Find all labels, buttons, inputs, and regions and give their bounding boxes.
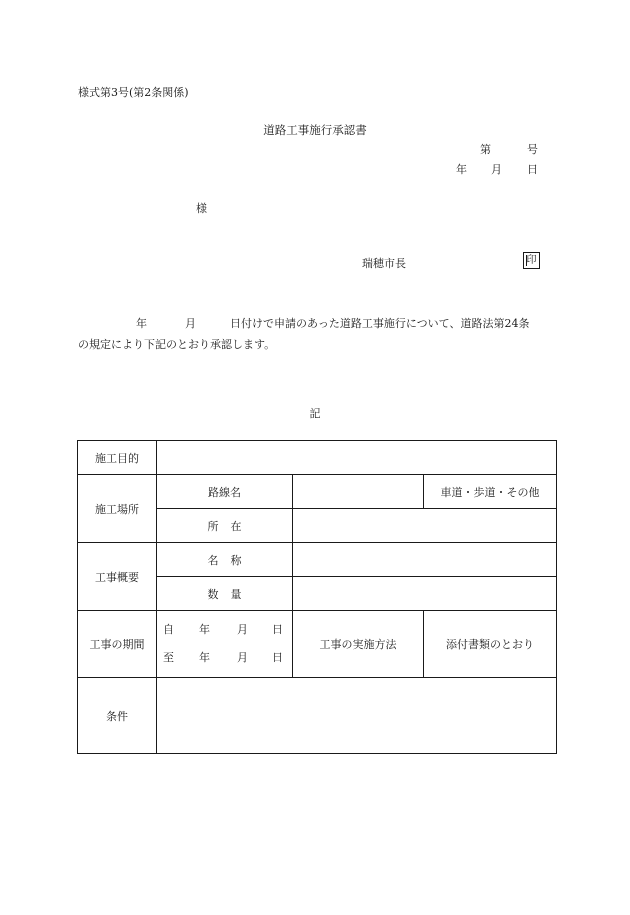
period-from-year: 年 bbox=[199, 623, 210, 636]
route-name-label: 路線名 bbox=[157, 475, 293, 509]
approval-statement bbox=[78, 313, 558, 355]
route-row bbox=[78, 475, 557, 509]
purpose-row bbox=[78, 441, 557, 475]
form-number-label: 様式第3号(第2条関係) bbox=[78, 86, 189, 99]
name-label: 名称 bbox=[207, 553, 254, 567]
period-from-month: 月 bbox=[237, 623, 248, 636]
location-value bbox=[293, 509, 557, 543]
name-row bbox=[78, 543, 557, 577]
conditions-row bbox=[78, 678, 557, 754]
quantity-value bbox=[293, 577, 557, 611]
period-from-line bbox=[163, 622, 292, 638]
date-month-label: 月 bbox=[491, 163, 502, 176]
body-text-line2: の規定により下記のとおり承認します。 bbox=[78, 338, 276, 351]
location-label: 所在 bbox=[207, 519, 254, 533]
seal-mark bbox=[523, 252, 540, 269]
purpose-label: 施工目的 bbox=[78, 441, 157, 475]
period-label: 工事の期間 bbox=[78, 611, 157, 678]
place-label: 施工場所 bbox=[78, 475, 157, 543]
name-label-cell bbox=[157, 543, 293, 577]
addressee-honorific: 様 bbox=[196, 202, 207, 215]
period-to-label: 至 bbox=[163, 651, 174, 664]
period-row bbox=[78, 611, 557, 678]
name-value bbox=[293, 543, 557, 577]
period-from-label: 自 bbox=[163, 623, 174, 636]
quantity-label-cell bbox=[157, 577, 293, 611]
document-number-suffix: 号 bbox=[527, 143, 538, 156]
date-day-label: 日 bbox=[527, 163, 538, 176]
ki-heading: 記 bbox=[309, 407, 321, 420]
period-to-month: 月 bbox=[237, 651, 248, 664]
body-month-label: 月 bbox=[185, 317, 196, 330]
seal-text: 印 bbox=[526, 255, 537, 266]
approval-details-table bbox=[77, 440, 557, 754]
purpose-value bbox=[157, 441, 557, 475]
period-to-day: 日 bbox=[272, 651, 283, 664]
document-number-prefix: 第 bbox=[480, 143, 491, 156]
conditions-label: 条件 bbox=[78, 678, 157, 754]
document-title: 道路工事施行承認書 bbox=[263, 123, 367, 137]
quantity-label: 数量 bbox=[207, 587, 254, 601]
period-dates bbox=[157, 611, 293, 678]
body-text-line1: 日付けで申請のあった道路工事施行について、道路法第24条 bbox=[230, 317, 530, 330]
location-label-cell bbox=[157, 509, 293, 543]
issuer-name: 瑞穂市長 bbox=[362, 257, 406, 270]
period-to-line bbox=[163, 650, 292, 666]
period-to-year: 年 bbox=[199, 651, 210, 664]
route-name-value bbox=[293, 475, 424, 509]
method-label: 工事の実施方法 bbox=[293, 611, 424, 678]
body-year-label: 年 bbox=[136, 317, 147, 330]
period-from-day: 日 bbox=[272, 623, 283, 636]
date-year-label: 年 bbox=[456, 163, 467, 176]
overview-label: 工事概要 bbox=[78, 543, 157, 611]
road-type-options: 車道・歩道・その他 bbox=[424, 475, 557, 509]
conditions-value bbox=[157, 678, 557, 754]
method-value: 添付書類のとおり bbox=[424, 611, 557, 678]
